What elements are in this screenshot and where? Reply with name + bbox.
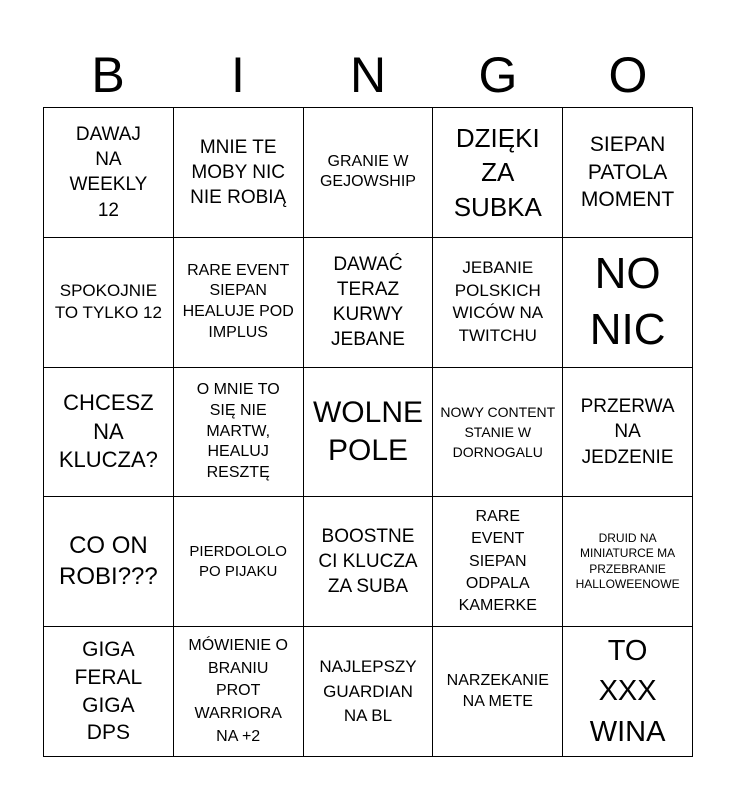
bingo-cell-text: DRUID NA MINIATURCE MA PRZEBRANIE HALLOWEENOWE [575, 530, 680, 592]
bingo-cell[interactable] [563, 497, 693, 627]
bingo-cell[interactable] [433, 368, 563, 498]
bingo-cell-text: MÓWIENIE O BRANIU PROT WARRIORA NA +2 [188, 636, 288, 745]
bingo-cell-text: BOOSTNE CI KLUCZA ZA SUBA [318, 525, 418, 598]
bingo-cell-text: NARZEKANIE NA METE [446, 671, 549, 710]
bingo-grid [43, 107, 693, 757]
bingo-cell[interactable] [563, 108, 693, 238]
header-letter-b: B [91, 47, 125, 103]
bingo-cell[interactable] [44, 368, 174, 498]
bingo-cell[interactable] [44, 627, 174, 757]
bingo-cell-text: GIGA FERAL GIGA DPS [74, 638, 143, 745]
bingo-cell[interactable] [563, 627, 693, 757]
bingo-cell-text: MNIE TE MOBY NIC NIE ROBIĄ [190, 136, 287, 209]
bingo-cell-text: DZIĘKI ZA SUBKA [453, 122, 542, 222]
bingo-cell[interactable] [44, 497, 174, 627]
bingo-cell[interactable] [44, 238, 174, 368]
bingo-cell-text: GRANIE W GEJOWSHIP [319, 152, 416, 191]
bingo-cell[interactable] [433, 497, 563, 627]
bingo-cell-text: NOWY CONTENT STANIE W DORNOGALU [440, 403, 556, 461]
bingo-cell[interactable] [433, 108, 563, 238]
bingo-cell[interactable] [304, 368, 434, 498]
bingo-cell-text: CO ON ROBI??? [59, 532, 158, 590]
bingo-cell-text: DAWAJ NA WEEKLY 12 [69, 123, 148, 221]
header-letter-n: N [349, 47, 387, 103]
bingo-cell[interactable] [174, 238, 304, 368]
bingo-cell[interactable] [304, 238, 434, 368]
header-letter-o: O [608, 47, 648, 103]
bingo-cell-text: PIERDOLOLO PO PIJAKU [189, 543, 287, 580]
bingo-cell-text: TO XXX WINA [589, 634, 666, 748]
bingo-cell-text: NAJLEPSZY GUARDIAN NA BL [319, 657, 417, 725]
bingo-cell-text: NO NIC [589, 248, 666, 355]
bingo-cell-text: SIEPAN PATOLA MOMENT [580, 132, 675, 212]
bingo-cell[interactable] [304, 108, 434, 238]
bingo-cell[interactable] [563, 368, 693, 498]
header-letter-i: I [231, 47, 245, 103]
bingo-cell-text: CHCESZ NA KLUCZA? [58, 390, 158, 473]
header-letter-g: G [478, 47, 518, 103]
bingo-cell-text: O MNIE TO SIĘ NIE MARTW, HEALUJ RESZTĘ [196, 381, 280, 482]
bingo-cell[interactable] [174, 497, 304, 627]
bingo-cell-text: RARE EVENT SIEPAN ODPALA KAMERKE [458, 507, 537, 615]
bingo-cell-text: PRZERWA NA JEDZENIE [580, 396, 675, 468]
bingo-cell-text: WOLNE POLE [312, 396, 423, 467]
bingo-cell-text: SPOKOJNIE TO TYLKO 12 [54, 280, 162, 323]
bingo-cell[interactable] [304, 497, 434, 627]
bingo-cell-text: JEBANIE POLSKICH WICÓW NA TWITCHU [452, 257, 544, 345]
bingo-cell[interactable] [174, 368, 304, 498]
bingo-cell-text: RARE EVENT SIEPAN HEALUJE POD IMPLUS [182, 261, 294, 341]
bingo-cell[interactable] [563, 238, 693, 368]
bingo-cell[interactable] [44, 108, 174, 238]
bingo-cell[interactable] [174, 108, 304, 238]
bingo-cell-text: DAWAĆ TERAZ KURWY JEBANE [331, 253, 405, 351]
bingo-cell[interactable] [174, 627, 304, 757]
bingo-header [43, 44, 693, 106]
bingo-cell[interactable] [433, 627, 563, 757]
bingo-cell[interactable] [433, 238, 563, 368]
bingo-cell[interactable] [304, 627, 434, 757]
